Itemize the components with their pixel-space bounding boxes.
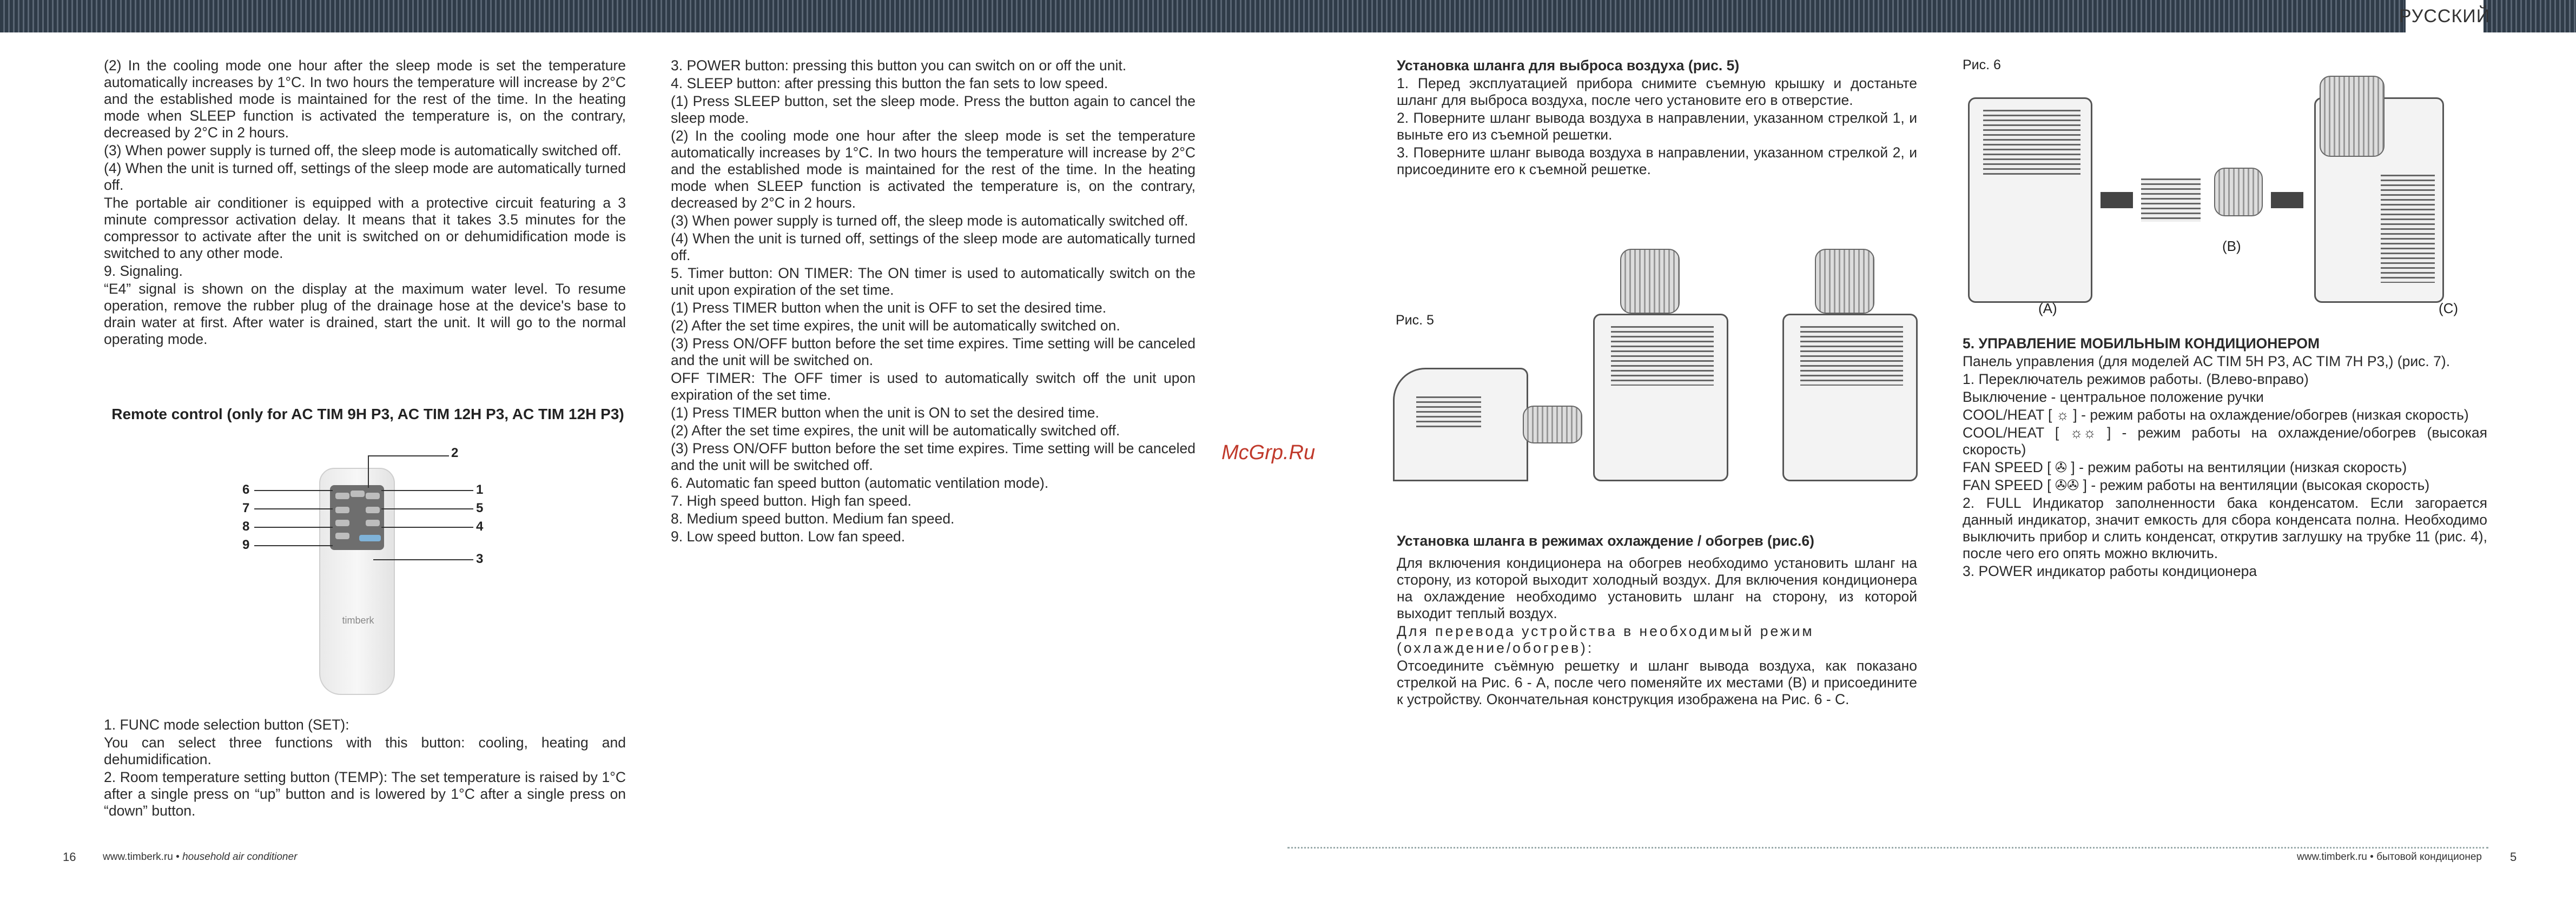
paragraph: 1. Переключатель режимов работы. (Влево-вправо) xyxy=(1963,371,2309,387)
hose-drawing xyxy=(2320,76,2385,157)
paragraph: COOL/HEAT [ ☼ ] - режим работы на охлаждение/обогрев (низкая скорость) xyxy=(1963,407,2469,423)
callout-3: 3 xyxy=(476,552,484,566)
language-tab: РУССКИЙ xyxy=(2404,0,2485,32)
hose-drawing xyxy=(1815,249,1874,314)
figure-6-label: Рис. 6 xyxy=(1963,57,2001,72)
paragraph: COOL/HEAT [ ☼☼ ] - режим работы на охлаждение/обогрев (высокая скорость) xyxy=(1963,425,2487,458)
column-4-text xyxy=(1963,335,2487,581)
footer-site: www.timberk.ru • xyxy=(103,851,183,863)
figure-label-c: (C) xyxy=(2439,300,2459,316)
paragraph: 1. Перед эксплуатацией прибора снимите съемную крышку и достаньте шланг для выброса воздуха, после чего установите его в отверстие. xyxy=(1397,75,1917,108)
section-heading: 5. УПРАВЛЕНИЕ МОБИЛЬНЫМ КОНДИЦИОНЕРОМ xyxy=(1963,335,2320,352)
paragraph: OFF TIMER: The OFF timer is used to automatically switch off the unit upon expiration of the set time. xyxy=(671,370,1195,403)
remote-power-button xyxy=(359,535,381,541)
callout-line xyxy=(381,490,473,491)
page-number-right: 5 xyxy=(2510,850,2517,864)
callout-line xyxy=(254,508,333,509)
paragraph: 4. SLEEP button: after pressing this button the fan sets to low speed. xyxy=(671,75,1108,91)
paragraph: FAN SPEED [ ✇ ] - режим работы на вентиляции (низкая скорость) xyxy=(1963,459,2407,475)
paragraph: 2. Поверните шланг вывода воздуха в направлении, указанном стрелкой 1, и выньте его из съемной решетки. xyxy=(1397,110,1917,143)
remote-button xyxy=(335,493,349,499)
paragraph: 8. Medium speed button. Medium fan speed. xyxy=(671,511,955,527)
paragraph: Отсоедините съёмную решетку и шланг вывода воздуха, как показано стрелкой на Рис. 6 - А, после чего поменяйте их местами (B) и присоедините к устройству. Окончательная конструкция изображена на Рис. 6 - С. xyxy=(1397,658,1917,707)
callout-line xyxy=(381,527,473,528)
grille-part-drawing xyxy=(2141,178,2201,222)
paragraph: (1) Press SLEEP button, set the sleep mode. Press the button again to cancel the sleep mode. xyxy=(671,93,1195,126)
unit-grille xyxy=(1416,396,1481,429)
callout-6: 6 xyxy=(242,482,250,497)
callout-line xyxy=(381,508,473,509)
paragraph: You can select three functions with this button: cooling, heating and dehumidification. xyxy=(104,734,626,767)
figure-6-illustration xyxy=(1963,76,2482,319)
column-2-text xyxy=(671,57,1195,546)
paragraph: “E4” signal is shown on the display at the maximum water level. To resume operation, remove the rubber plug of the drainage hose at the device's base to drain water at first. After water is drained, start the unit. It will go to the normal operating mode. xyxy=(104,281,626,347)
hose-drawing xyxy=(1620,249,1680,314)
arrow-icon xyxy=(2271,192,2303,208)
paragraph: 6. Automatic fan speed button (automatic ventilation mode). xyxy=(671,475,1049,491)
paragraph: (4) When the unit is turned off, settings of the sleep mode are automatically turned off. xyxy=(104,160,626,193)
callout-7: 7 xyxy=(242,501,250,515)
paragraph: Выключение - центральное положение ручки xyxy=(1963,389,2264,405)
paragraph: Для перевода устройства в необходимый режим (охлаждение/обогрев): xyxy=(1397,623,1814,656)
paragraph: Для включения кондиционера на обогрев необходимо установить шланг на сторону, из которой выходит холодный воздух. Для включения кондиционера на охлаждение необходимо установить шланг на сторону, из которой выходит теплый воздух. xyxy=(1397,555,1917,621)
paragraph: FAN SPEED [ ✇✇ ] - режим работы на вентиляции (высокая скорость) xyxy=(1963,477,2430,493)
callout-line xyxy=(373,559,473,560)
section-heading: Установка шланга в режимах охлаждение / обогрев (рис.6) xyxy=(1397,533,1814,549)
ac-unit-drawing xyxy=(1393,368,1528,481)
paragraph: (1) Press TIMER button when the unit is OFF to set the desired time. xyxy=(671,300,1107,316)
paragraph: 3. Поверните шланг вывода воздуха в направлении, указанном стрелкой 2, и присоедините его к съемной решетке. xyxy=(1397,144,1917,177)
ac-unit-drawing xyxy=(1782,314,1918,481)
column-1-text xyxy=(104,57,626,349)
unit-grille xyxy=(1611,326,1714,386)
callout-line xyxy=(254,527,333,528)
remote-button xyxy=(335,533,349,539)
paragraph: 2. Room temperature setting button (TEMP): The set temperature is raised by 1°C after a single press on “up” button and is lowered by 1°C after a single press on “down” button. xyxy=(104,769,626,819)
paragraph: Панель управления (для моделей AC TIM 5H P3, AC TIM 7H P3,) (рис. 7). xyxy=(1963,353,2450,369)
figure-label-a: (A) xyxy=(2038,300,2057,316)
paragraph: 1. FUNC mode selection button (SET): xyxy=(104,717,349,733)
paragraph: (3) Press ON/OFF button before the set time expires. Time setting will be canceled and the unit will be switched on. xyxy=(671,335,1195,368)
remote-button xyxy=(366,520,380,526)
paragraph: (2) In the cooling mode one hour after the sleep mode is set the temperature automatically increases by 1°C. In two hours the temperature will increase by 2°C and the established mode is maintained for the rest of the time. In the heating mode when SLEEP function is activated the temperature is, on the contrary, decreased by 2°C in 2 hours. xyxy=(671,128,1195,211)
paragraph: (4) When the unit is turned off, settings of the sleep mode are automatically turned off. xyxy=(671,230,1195,263)
remote-button xyxy=(366,507,380,513)
paragraph: (3) Press ON/OFF button before the set time expires. Time setting will be canceled and the unit will be switched off. xyxy=(671,440,1195,473)
remote-control-illustration xyxy=(319,468,395,695)
ac-unit-drawing xyxy=(1968,97,2092,303)
paragraph: 3. POWER индикатор работы кондиционера xyxy=(1963,563,2257,579)
remote-button xyxy=(351,491,365,497)
figure-5-illustration xyxy=(1393,206,1926,481)
paragraph: (1) Press TIMER button when the unit is ON to set the desired time. xyxy=(671,405,1099,421)
callout-4: 4 xyxy=(476,519,484,534)
paragraph: 3. POWER button: pressing this button you can switch on or off the unit. xyxy=(671,57,1127,74)
paragraph: 5. Timer button: ON TIMER: The ON timer is used to automatically switch on the unit upon expiration of the set time. xyxy=(671,265,1195,298)
paragraph: (3) When power supply is turned off, the sleep mode is automatically switched off. xyxy=(671,213,1188,229)
callout-line xyxy=(254,545,333,546)
column-3-lower-text xyxy=(1397,533,1917,709)
callout-line xyxy=(254,490,333,491)
callout-2: 2 xyxy=(451,446,459,460)
remote-button xyxy=(335,507,349,513)
column-3-text xyxy=(1397,57,1917,179)
paragraph: (2) In the cooling mode one hour after the sleep mode is set the temperature automatically increases by 1°C. In two hours the temperature will increase by 2°C and the established mode is maintained for the rest of the time. In the heating mode when SLEEP function is activated the temperature is, on the contrary, decreased by 2°C in 2 hours. xyxy=(104,57,626,141)
callout-5: 5 xyxy=(476,501,484,515)
section-heading: Установка шланга для выброса воздуха (рис. 5) xyxy=(1397,57,1740,74)
paragraph: (2) After the set time expires, the unit will be automatically switched off. xyxy=(671,422,1120,439)
remote-control-figure xyxy=(233,443,514,703)
paragraph: 2. FULL Индикатор заполненности бака конденсатом. Если загорается данный индикатор, значит емкость для сбора конденсата полна. Необходимо выключить прибор и слить конденсат, открутив заглушку на трубке 11 (рис. 4), после чего его опять можно включить. xyxy=(1963,495,2487,561)
callout-line xyxy=(368,455,449,456)
top-stripe-band xyxy=(0,0,2576,32)
footer-right: www.timberk.ru • бытовой кондиционер xyxy=(2297,851,2482,863)
paragraph: 9. Low speed button. Low fan speed. xyxy=(671,528,906,545)
callout-1: 1 xyxy=(476,482,484,497)
spacer xyxy=(1397,551,1917,555)
remote-button-panel xyxy=(330,485,384,550)
page-number-left: 16 xyxy=(63,850,76,864)
footer-description: household air conditioner xyxy=(182,851,298,863)
watermark: McGrp.Ru xyxy=(1221,441,1316,464)
paragraph: (3) When power supply is turned off, the sleep mode is automatically switched off. xyxy=(104,142,622,158)
unit-grille xyxy=(2381,175,2435,283)
hose-drawing xyxy=(1523,406,1582,443)
figure-label-b: (B) xyxy=(2222,238,2241,254)
dotted-divider xyxy=(1287,847,2488,849)
unit-grille xyxy=(1983,110,2080,175)
remote-button xyxy=(366,493,380,499)
callout-8: 8 xyxy=(242,519,250,534)
remote-button xyxy=(335,520,349,526)
paragraph: 9. Signaling. xyxy=(104,263,183,279)
column-1-lower-text xyxy=(104,717,626,820)
figure-5-label: Рис. 5 xyxy=(1396,313,1434,328)
callout-9: 9 xyxy=(242,538,250,552)
remote-brand-logo: timberk xyxy=(342,615,374,626)
hose-drawing xyxy=(2214,168,2263,216)
unit-grille xyxy=(1800,326,1903,386)
paragraph: (2) After the set time expires, the unit will be automatically switched on. xyxy=(671,317,1120,334)
paragraph: 7. High speed button. High fan speed. xyxy=(671,493,911,509)
ac-unit-drawing xyxy=(1593,314,1728,481)
callout-line xyxy=(368,455,369,488)
paragraph: The portable air conditioner is equipped with a protective circuit featuring a 3 minute compressor activation delay. It means that it takes 3.5 minutes for the compressor to activate after the unit is switched on or dehumidification mode is switched to any other mode. xyxy=(104,195,626,261)
remote-control-heading: Remote control (only for AC TIM 9H P3, AC TIM 12H P3, AC TIM 12H P3) xyxy=(111,406,624,422)
footer-left xyxy=(103,851,297,863)
arrow-icon xyxy=(2101,192,2133,208)
